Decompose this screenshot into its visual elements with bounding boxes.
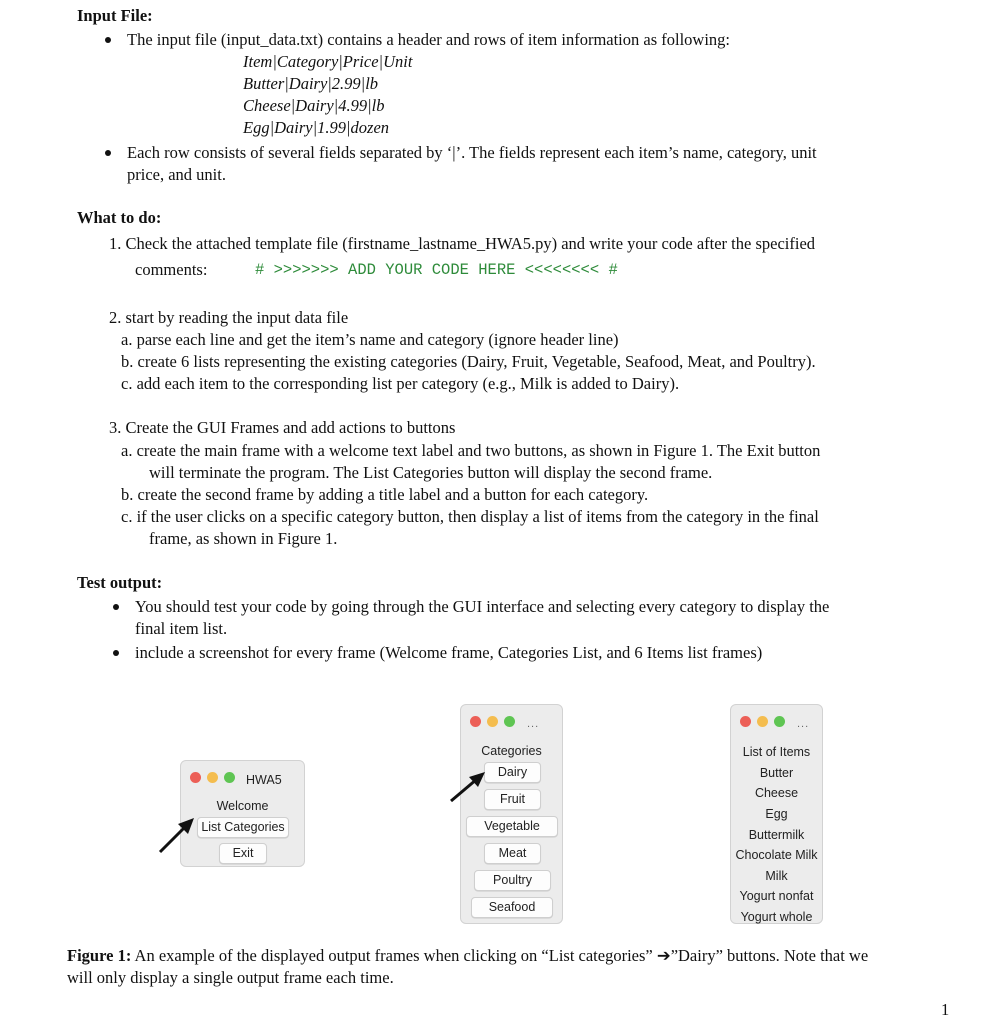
sample-line-0: Item|Category|Price|Unit [243, 52, 413, 71]
category-button-fruit[interactable]: Fruit [484, 789, 541, 810]
category-button-vegetable[interactable]: Vegetable [466, 816, 558, 837]
what-to-do-heading: What to do: [77, 208, 162, 227]
close-dot-icon[interactable] [470, 716, 481, 727]
step-1: 1. Check the attached template file (firstname_lastname_HWA5.py) and write your code after the specified [109, 234, 816, 253]
sample-line-3: Egg|Dairy|1.99|dozen [243, 118, 390, 137]
categories-title: Categories [481, 744, 542, 758]
step-3c: c. if the user clicks on a specific category button, then display a list of items from the category in the final [121, 507, 819, 526]
arrow-icon [447, 767, 487, 805]
welcome-window-title: HWA5 [246, 773, 282, 787]
step-3b: b. create the second frame by adding a title label and a button for each category. [121, 485, 649, 504]
items-title: List of Items [742, 745, 811, 759]
sample-line-1: Butter|Dairy|2.99|lb [243, 74, 379, 93]
figure-caption-label: Figure 1: [67, 946, 132, 965]
page-number: 1 [941, 1000, 950, 1019]
figure-caption [67, 945, 868, 967]
step-2c: c. add each item to the corresponding list per category (e.g., Milk is added to Dairy). [121, 374, 680, 393]
step-1-cont: comments: [135, 260, 208, 279]
item-label: Chocolate Milk [735, 848, 818, 862]
categories-window [460, 704, 563, 924]
exit-button[interactable]: Exit [219, 843, 267, 864]
items-window [730, 704, 823, 924]
close-dot-icon[interactable] [190, 772, 201, 783]
category-button-poultry[interactable]: Poultry [474, 870, 551, 891]
category-button-meat[interactable]: Meat [484, 843, 541, 864]
item-label: Yogurt whole [740, 910, 813, 924]
step-3a: a. create the main frame with a welcome text label and two buttons, as shown in Figure 1. The Exit button [121, 441, 821, 460]
figure-caption-cont: will only display a single output frame each time. [67, 968, 394, 987]
arrow-icon [156, 812, 196, 856]
minimize-dot-icon[interactable] [207, 772, 218, 783]
more-icon: ... [797, 718, 810, 730]
minimize-dot-icon[interactable] [757, 716, 768, 727]
step-3c-cont: frame, as shown in Figure 1. [149, 529, 338, 548]
welcome-window [180, 760, 305, 867]
zoom-dot-icon[interactable] [774, 716, 785, 727]
list-categories-button[interactable]: List Categories [197, 817, 289, 838]
input-file-bullet-2: Each row consists of several fields separated by ‘|’. The fields represent each item’s name, category, unit [127, 143, 817, 162]
close-dot-icon[interactable] [740, 716, 751, 727]
step-1-code: # >>>>>>> ADD YOUR CODE HERE <<<<<<<< # [255, 261, 618, 279]
test-output-bullet-1-cont: final item list. [135, 619, 228, 638]
input-file-bullet-1: The input file (input_data.txt) contains a header and rows of item information as following: [127, 30, 731, 49]
step-2: 2. start by reading the input data file [109, 308, 349, 327]
step-2a: a. parse each line and get the item’s name and category (ignore header line) [121, 330, 619, 349]
item-label: Buttermilk [748, 828, 805, 842]
category-button-seafood[interactable]: Seafood [471, 897, 553, 918]
figure-caption-text: An example of the displayed output frames when clicking on “List categories” ➔”Dairy” buttons. Note that we [131, 946, 869, 965]
item-label: Egg [765, 807, 788, 821]
category-button-dairy[interactable]: Dairy [484, 762, 541, 783]
test-output-heading: Test output: [77, 573, 163, 592]
item-label: Cheese [754, 786, 799, 800]
welcome-label: Welcome [216, 799, 269, 813]
zoom-dot-icon[interactable] [224, 772, 235, 783]
minimize-dot-icon[interactable] [487, 716, 498, 727]
step-2b: b. create 6 lists representing the existing categories (Dairy, Fruit, Vegetable, Seafood, Meat, and Poultry). [121, 352, 816, 371]
item-label: Milk [765, 869, 788, 883]
test-output-bullet-2: include a screenshot for every frame (Welcome frame, Categories List, and 6 Items list frames) [135, 643, 763, 662]
step-3: 3. Create the GUI Frames and add actions to buttons [109, 418, 456, 437]
zoom-dot-icon[interactable] [504, 716, 515, 727]
input-file-heading: Input File: [77, 6, 153, 25]
input-file-bullet-2-cont: price, and unit. [127, 165, 226, 184]
step-3a-cont: will terminate the program. The List Categories button will display the second frame. [149, 463, 713, 482]
sample-line-2: Cheese|Dairy|4.99|lb [243, 96, 385, 115]
item-label: Butter [759, 766, 794, 780]
item-label: Yogurt nonfat [739, 889, 814, 903]
test-output-bullet-1: You should test your code by going through the GUI interface and selecting every category to display the [135, 597, 830, 616]
more-icon: ... [527, 718, 540, 730]
